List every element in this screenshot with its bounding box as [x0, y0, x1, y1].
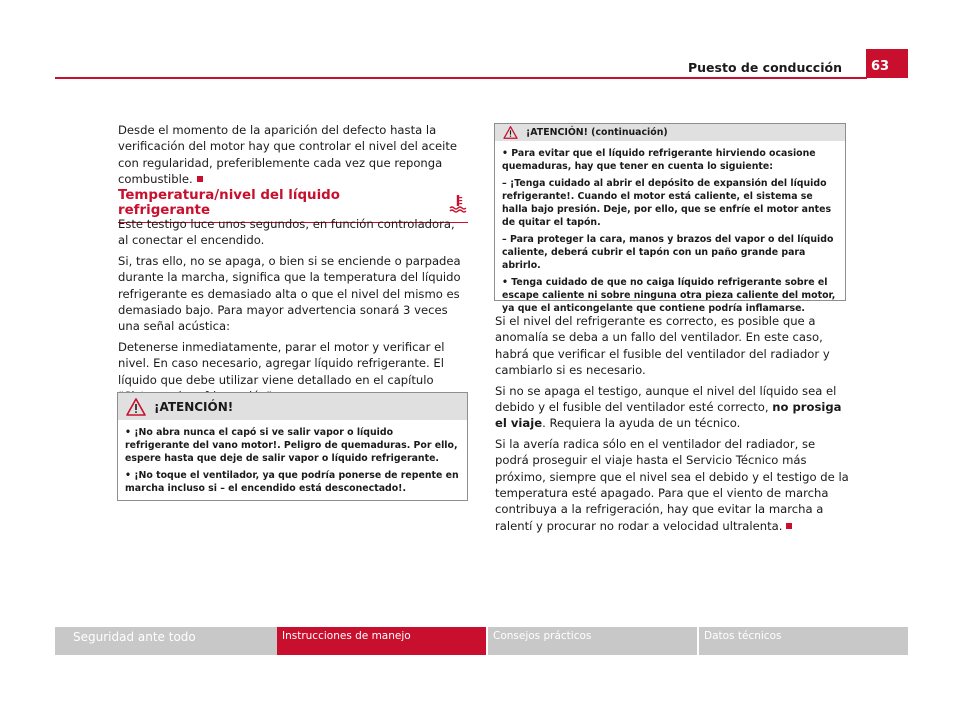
paragraph: Si, tras ello, no se apaga, o bien si se enciende o parpadea durante la marcha, significa que la temperatura del líquido refrigerante es demasiado alta o que el nivel del mismo es demasiado bajo. Para mayor advertencia sonará 3 veces una señal acústica:	[118, 253, 461, 334]
intro-paragraph	[118, 122, 468, 188]
paragraph: Si el nivel del refrigerante es correcto, es posible que a anomalía se deba a un fallo del ventilador. En este caso, habrá que verificar el fusible del ventilador del radiador y cambiarlo si es necesario.	[495, 314, 830, 378]
running-header: Puesto de conducción	[687, 60, 842, 75]
warning-item: • ¡No toque el ventilador, ya que podría ponerse de repente en marcha incluso si – el encendido está desconectado!.	[125, 470, 459, 494]
warning-title: ¡ATENCIÓN! (continuación)	[526, 127, 668, 138]
page-number: 63	[866, 49, 908, 78]
paragraph: Este testigo luce unos segundos, en función controladora, al conectar el encendido.	[118, 217, 455, 248]
footer-tab-seguridad[interactable]: Seguridad ante todo	[55, 627, 277, 655]
section-title: Temperatura/nivel del líquido refrigerante	[118, 188, 340, 218]
coolant-temperature-icon	[448, 193, 468, 213]
footer-tab-instrucciones[interactable]: Instrucciones de manejo	[277, 627, 486, 655]
left-body	[118, 216, 468, 408]
footer-tab-consejos[interactable]: Consejos prácticos	[488, 627, 697, 655]
warning-body	[118, 420, 467, 505]
emphasis-text: no prosiga el viaje	[495, 400, 842, 431]
paragraph	[495, 436, 851, 534]
header-rule	[55, 77, 867, 79]
right-body	[495, 313, 851, 538]
end-of-section-square	[786, 523, 792, 529]
warning-item: • Para evitar que el líquido refrigerante hirviendo ocasione quemaduras, hay que tener en cuenta lo siguiente:	[502, 148, 816, 172]
warning-box-continuation	[494, 123, 846, 314]
paragraph	[495, 383, 851, 432]
warning-box	[117, 392, 468, 501]
paragraph-text: Si no se apaga el testigo, aunque el nivel del líquido sea el debido y el fusible del ventilador esté correcto,	[495, 383, 837, 415]
warning-header	[495, 124, 845, 141]
warning-item: – Para proteger la cara, manos y brazos del vapor o del líquido caliente, deberá cubrir el tapón con un paño grande para abrirlo.	[502, 234, 834, 271]
intro-text: Desde el momento de la aparición del defecto hasta la verificación del motor hay que controlar el nivel del aceite con regularidad, preferiblemente cada vez que reponga combustible.	[118, 123, 458, 187]
warning-item: • ¡No abra nunca el capó si ve salir vapor o líquido refrigerante del vano motor!. Peligro de quemaduras. Por ello, espere hasta que deje de salir vapor o líquido refrigerante.	[125, 427, 458, 464]
paragraph-text: . Requiera la ayuda de un técnico.	[542, 416, 741, 431]
warning-triangle-icon	[503, 126, 518, 139]
warning-triangle-icon	[126, 398, 146, 416]
end-of-section-square	[197, 176, 203, 182]
warning-item: • Tenga cuidado de que no caiga líquido refrigerante sobre el escape caliente ni sobre ninguna otra pieza caliente del motor, ya que el anticongelante que contiene podría inflamarse.	[502, 277, 836, 314]
footer-nav	[55, 627, 908, 655]
warning-body	[495, 141, 845, 325]
footer-tab-datos[interactable]: Datos técnicos	[699, 627, 908, 655]
warning-title: ¡ATENCIÓN!	[154, 399, 234, 414]
paragraph: Detenerse inmediatamente, parar el motor y verificar el nivel. En caso necesario, agregar líquido refrigerante. El líquido que debe utilizar viene detallado en el capítulo	[118, 339, 445, 387]
warning-header	[118, 393, 467, 420]
warning-item: – ¡Tenga cuidado al abrir el depósito de expansión del líquido refrigerante!. Cuando el motor está caliente, el sistema se halla bajo presión. Deje, por ello, que se enfríe el motor antes de quitar el tapón.	[502, 178, 832, 228]
paragraph-text: Si la avería radica sólo en el ventilador del radiador, se podrá proseguir el viaje hasta el Servicio Técnico más próximo, siempre que el nivel sea el debido y el testigo de la temperatura esté apagado. Para que el viento de marcha contribuya a la refrigeración, hay que evitar la marcha a ralentí y procurar no rodar a velocidad ultralenta.	[495, 436, 849, 533]
